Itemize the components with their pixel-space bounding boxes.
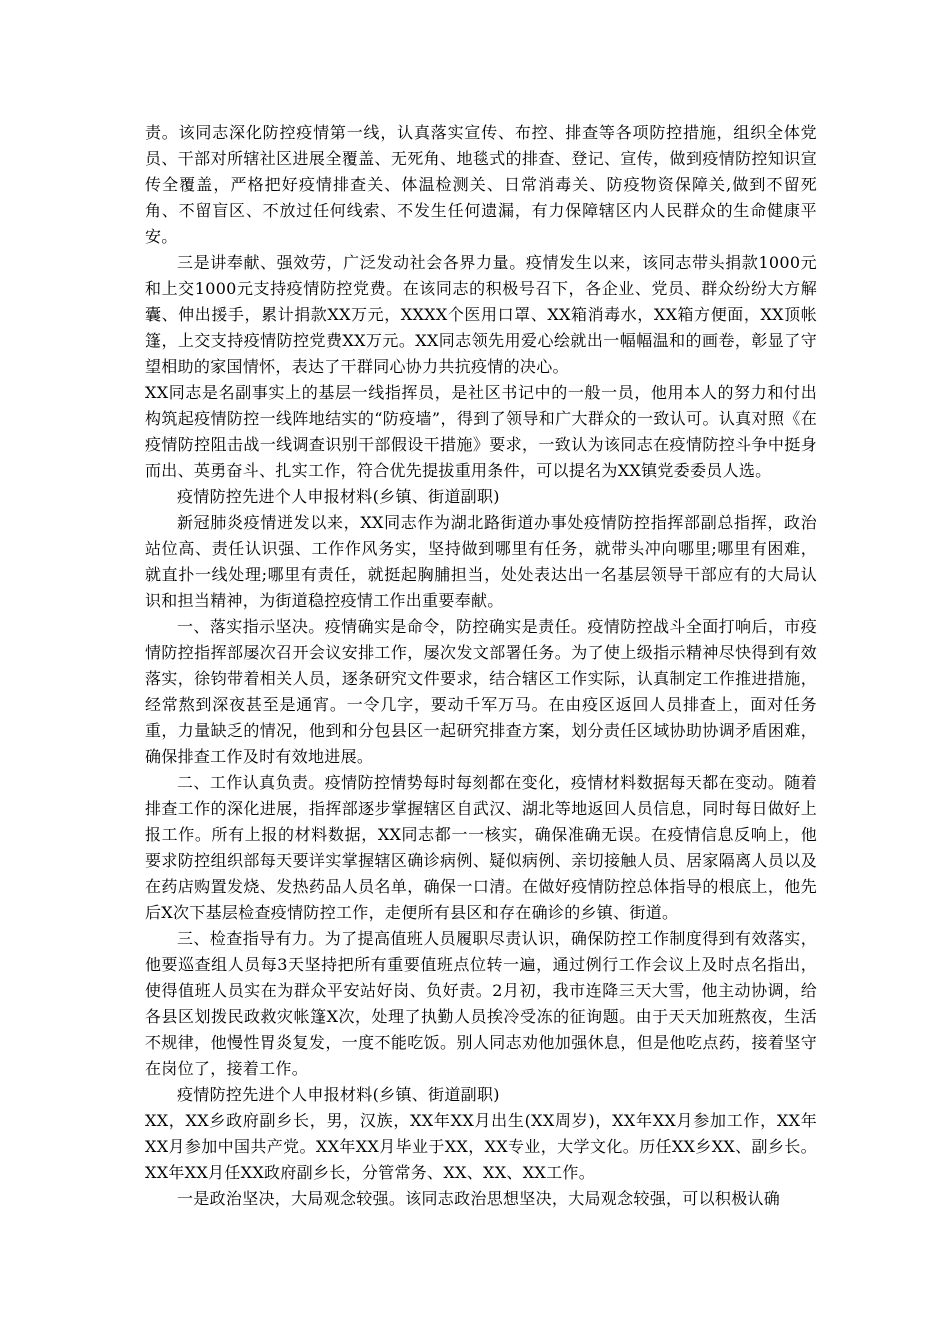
section-heading: 疫情防控先进个人申报材料(乡镇、街道副职) <box>177 487 500 506</box>
paragraph-profile: XX，XX乡政府副乡长，男，汉族，XX年XX月出生(XX周岁)，XX年XX月参加工作，XX年XX月参加中国共产党。XX年XX月毕业于XX，XX专业，大学文化。历任XX乡XX、副乡长。XX年XX月任XX政府副乡长，分管常务、XX、XX、XX工作。 <box>145 1111 817 1182</box>
document-body <box>145 120 817 1212</box>
paragraph-intro: 新冠肺炎疫情迸发以来，XX同志作为湖北路街道办事处疫情防控指挥部副总指挥，政治站位高、责任认识强、工作作风务实，坚持做到哪里有任务，就带头冲向哪里;哪里有困难，就直扑一线处理;哪里有责任，就挺起胸脯担当，处处表达出一名基层领导干部应有的大局认识和担当精神，为街道稳控疫情工作出重要奉献。 <box>145 513 817 610</box>
paragraph-dedication: 三是讲奉献、强效劳，广泛发动社会各界力量。疫情发生以来，该同志带头捐款1000元和上交1000元支持疫情防控党费。在该同志的积极号召下，各企业、党员、群众纷纷大方解囊、伸出援手，累计捐款XX万元，XXXX个医用口罩、XX箱消毒水，XX箱方便面，XX顶帐篷，上交支持疫情防控党费XX万元。XX同志领先用爱心绘就出一幅幅温和的画卷，彰显了守望相助的家国情怀，表达了干群同心协力共抗疫情的决心。 <box>145 253 817 376</box>
paragraph-duty-continued: 责。该同志深化防控疫情第一线，认真落实宣传、布控、排查等各项防控措施，组织全体党员、干部对所辖社区进展全覆盖、无死角、地毯式的排查、登记、宣传，做到疫情防控知识宣传全覆盖，严格把好疫情排查关、体温检测关、日常消毒关、防疫物资保障关,做到不留死角、不留盲区、不放过任何线索、不发生任何遗漏，有力保障辖区内人民群众的生命健康平安。 <box>145 123 817 246</box>
section-heading: 疫情防控先进个人申报材料(乡镇、街道副职) <box>177 1085 500 1104</box>
paragraph-political: 一是政治坚决，大局观念较强。该同志政治思想坚决，大局观念较强，可以积极认确 <box>177 1189 781 1208</box>
paragraph-point-two: 二、工作认真负责。疫情防控情势每时每刻都在变化，疫情材料数据每天都在变动。随着排查工作的深化进展，指挥部逐步掌握辖区自武汉、湖北等地返回人员信息，同时每日做好上报工作。所有上报的材料数据，XX同志都一一核实，确保准确无误。在疫情信息反响上，他要求防控组织部每天要详实掌握辖区确诊病例、疑似病例、亲切接触人员、居家隔离人员以及在药店购置发烧、发热药品人员名单，确保一口清。在做好疫情防控总体指导的根底上，他先后X次下基层检查疫情防控工作，走便所有县区和存在确诊的乡镇、街道。 <box>145 773 817 922</box>
paragraph-point-one: 一、落实指示坚决。疫情确实是命令，防控确实是责任。疫情防控战斗全面打响后，市疫情防控指挥部屡次召开会议安排工作，屡次发文部署任务。为了使上级指示精神尽快得到有效落实，徐钧带着相关人员，逐条研究文件要求，结合辖区工作实际，认真制定工作推进措施，经常熬到深夜甚至是通宵。一令几字，要动千军万马。在由疫区返回人员排查上，面对任务重，力量缺乏的情况，他到和分包县区一起研究排查方案，划分责任区域协助协调矛盾困难，确保排查工作及时有效地进展。 <box>145 617 817 766</box>
paragraph-conclusion: XX同志是名副事实上的基层一线指挥员，是社区书记中的一般一员，他用本人的努力和付出构筑起疫情防控一线阵地结实的“防疫墙”，得到了领导和广大群众的一致认可。认真对照《在疫情防控阻击战一线调查识别干部假设干措施》要求，一致认为该同志在疫情防控斗争中挺身而出、英勇奋斗、扎实工作，符合优先提拔重用条件，可以提名为XX镇党委委员人选。 <box>145 383 817 480</box>
paragraph-point-three: 三、检查指导有力。为了提高值班人员履职尽责认识，确保防控工作制度得到有效落实，他要巡查组人员每3天坚持把所有重要值班点位转一遍，通过例行工作会议上及时点名指出，使得值班人员实在为群众平安站好岗、负好责。2月初，我市连降三天大雪，他主动协调，给各县区划拨民政救灾帐篷X次，处理了执勤人员挨冷受冻的征询题。由于天天加班熬夜，生活不规律，他慢性胃炎复发，一度不能吃饭。别人同志劝他加强休息，但是他吃点药，接着坚守在岗位了，接着工作。 <box>145 929 817 1078</box>
